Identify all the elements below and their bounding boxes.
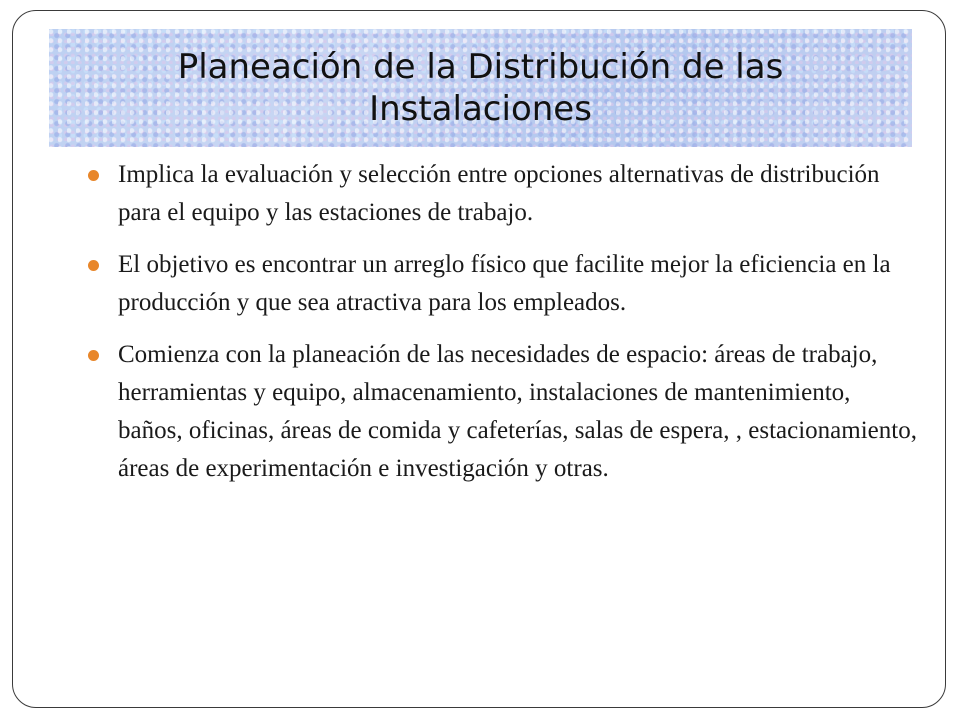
bullet-item: [88, 246, 918, 322]
bullet-text: El objetivo es encontrar un arreglo físico que facilite mejor la eficiencia en la producción y que sea atractiva para los empleados.: [118, 251, 891, 316]
bullet-text: Comienza con la planeación de las necesidades de espacio: áreas de trabajo, herramientas y equipo, almacenamiento, instalaciones de mantenimiento, baños, oficinas, áreas de comida y cafeterías, salas de espera, , estacionamiento, áreas de experimentación e investigación y otras.: [118, 341, 917, 482]
bullet-item: [88, 156, 918, 232]
bullet-list: [88, 156, 918, 502]
bullet-dot-icon: [88, 260, 99, 271]
bullet-item: [88, 336, 918, 488]
bullet-text: Implica la evaluación y selección entre opciones alternativas de distribución para el equipo y las estaciones de trabajo.: [118, 161, 880, 226]
title-line-1: Planeación de la Distribución de las: [177, 47, 784, 87]
bullet-dot-icon: [88, 170, 99, 181]
title-line-2: Instalaciones: [369, 89, 592, 129]
bullet-dot-icon: [88, 350, 99, 361]
title-band: [49, 29, 912, 147]
slide-title: [49, 46, 912, 130]
